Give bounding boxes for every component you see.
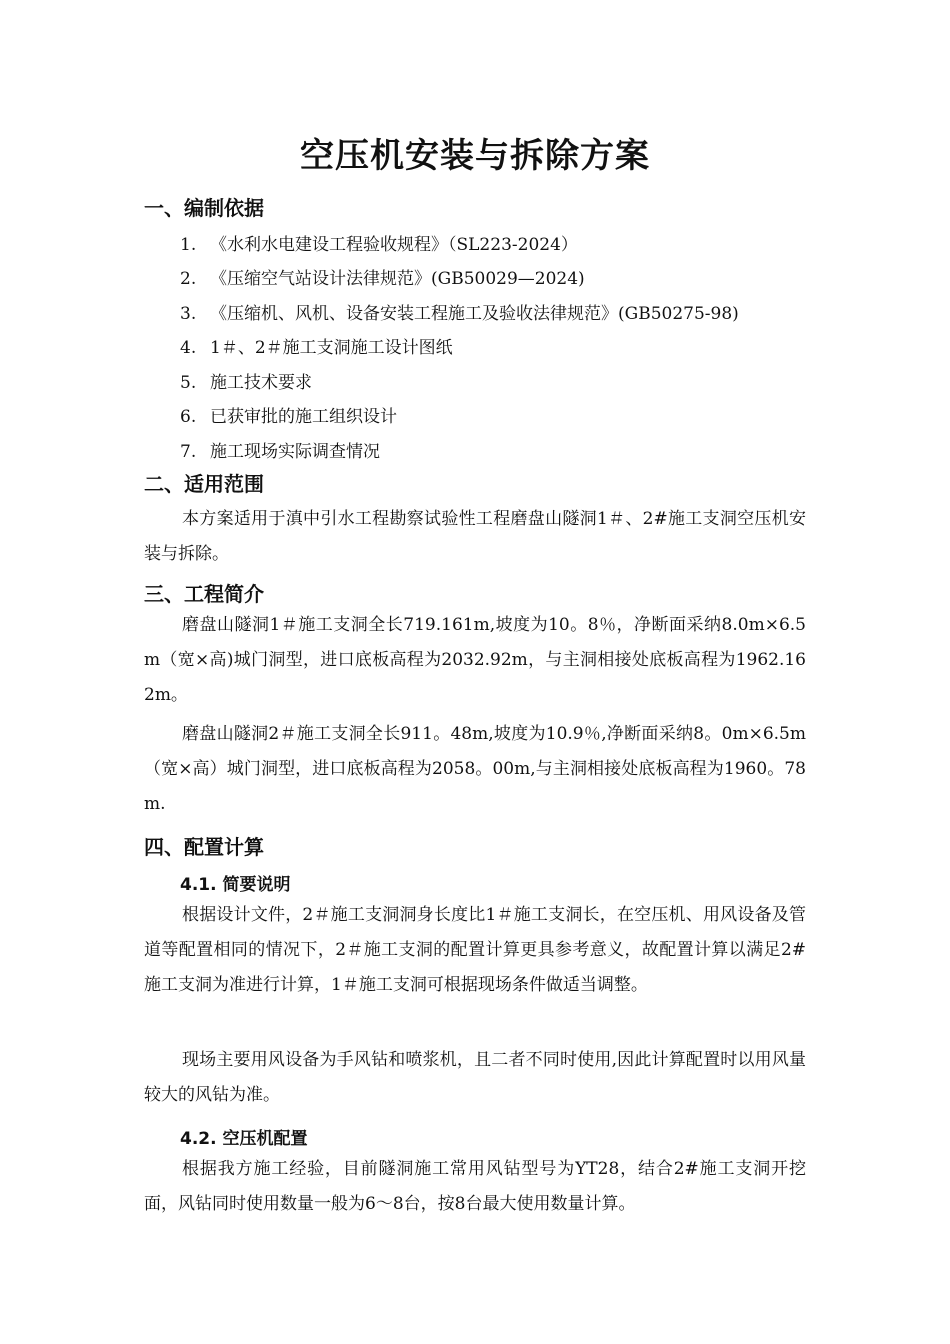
paragraph-compressor: 根据我方施工经验，目前隧洞施工常用风钻型号为YT28，结合2#施工支洞开挖面，风钻同时使用数量一般为6～8台，按8台最大使用数量计算。 xyxy=(144,1159,806,1214)
paragraph-summary-2: 现场主要用风设备为手风钻和喷浆机，且二者不同时使用,因此计算配置时以用风量较大的风钻为准。 xyxy=(144,1050,806,1105)
list-item-number: 6. xyxy=(180,407,197,427)
list-item-number: 5. xyxy=(180,373,197,393)
list-item xyxy=(180,437,380,462)
section-heading-basis: 一、编制依据 xyxy=(144,196,264,220)
list-item xyxy=(180,299,739,324)
list-item-number: 1. xyxy=(180,235,197,255)
subsection-heading-summary: 4.1. 简要说明 xyxy=(180,875,291,895)
list-item-text: 施工技术要求 xyxy=(210,373,312,393)
section-heading-scope: 二、适用范围 xyxy=(144,472,264,496)
paragraph-scope: 本方案适用于滇中引水工程勘察试验性工程磨盘山隧洞1＃、2#施工支洞空压机安装与拆除。 xyxy=(144,509,806,564)
document-title: 空压机安装与拆除方案 xyxy=(300,136,650,176)
list-item-number: 7. xyxy=(180,442,197,462)
list-item xyxy=(180,230,578,255)
list-item-text: 施工现场实际调查情况 xyxy=(210,442,380,462)
list-item-number: 2. xyxy=(180,269,197,289)
section-heading-overview: 三、工程简介 xyxy=(144,582,264,606)
paragraph-tunnel-2: 磨盘山隧洞2＃施工支洞全长911。48m,坡度为10.9％,净断面采纳8。0m×6.5m（宽×高）城门洞型，进口底板高程为2058。00m,与主洞相接处底板高程为1960。78m. xyxy=(144,724,806,814)
list-item-text: 《水利水电建设工程验收规程》（SL223-2024） xyxy=(210,235,578,255)
list-item-text: 《压缩机、风机、设备安装工程施工及验收法律规范》(GB50275-98) xyxy=(210,304,739,324)
list-item-number: 3. xyxy=(180,304,197,324)
list-item-text: 1＃、2＃施工支洞施工设计图纸 xyxy=(210,338,453,358)
list-item-number: 4. xyxy=(180,338,197,358)
paragraph-tunnel-1: 磨盘山隧洞1＃施工支洞全长719.161m,坡度为10。8％，净断面采纳8.0m×6.5m（宽×高)城门洞型，进口底板高程为2032.92m，与主洞相接处底板高程为1962.162m。 xyxy=(144,615,806,705)
list-item xyxy=(180,368,312,393)
subsection-heading-compressor: 4.2. 空压机配置 xyxy=(180,1129,308,1149)
list-item xyxy=(180,402,397,427)
section-heading-calculation: 四、配置计算 xyxy=(144,835,264,859)
list-item-text: 已获审批的施工组织设计 xyxy=(210,407,397,427)
paragraph-summary-1: 根据设计文件，2＃施工支洞洞身长度比1＃施工支洞长，在空压机、用风设备及管道等配置相同的情况下，2＃施工支洞的配置计算更具参考意义，故配置计算以满足2#施工支洞为准进行计算，1＃施工支洞可根据现场条件做适当调整。 xyxy=(144,905,806,995)
list-item xyxy=(180,264,585,289)
list-item xyxy=(180,333,453,358)
list-item-text: 《压缩空气站设计法律规范》(GB50029—2024) xyxy=(210,269,585,289)
